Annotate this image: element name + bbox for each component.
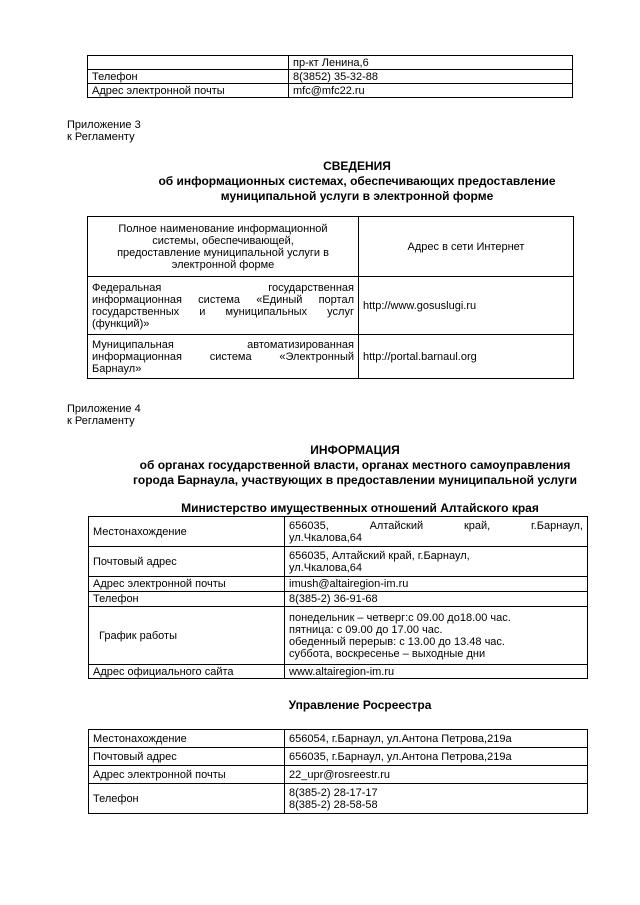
system-url-cell: http://www.gosuslugi.ru <box>359 277 574 335</box>
info-systems-table <box>87 216 574 379</box>
header-line: электронной форме <box>171 258 275 271</box>
text-line: 656035, Алтайский край, г.Барнаул, <box>289 549 470 562</box>
table-row <box>88 56 573 70</box>
value-cell: 656035, г.Барнаул, ул.Антона Петрова,219а <box>285 748 588 766</box>
text-line: пятница: с 09.00 до 17.00 час. <box>289 623 443 636</box>
section-subtitle: об органах государственной власти, органах местного самоуправления <box>139 458 571 472</box>
text-line: Муниципальная автоматизированная <box>92 338 354 351</box>
text-line: ул.Чкалова,64 <box>289 561 363 574</box>
table-row <box>89 517 588 547</box>
label-cell: Телефон <box>89 592 285 607</box>
appendix-4-title <box>60 443 640 488</box>
text-line: Федеральная государственная <box>92 281 354 294</box>
text-line: 656035, Алтайский край, г.Барнаул, <box>289 519 583 532</box>
value-cell: www.altairegion-im.ru <box>285 665 588 679</box>
text-line: Барнаул» <box>92 362 142 375</box>
appendix-3-label <box>67 119 141 143</box>
label-cell: Адрес электронной почты <box>89 766 285 784</box>
table-row <box>89 784 588 814</box>
section-title: ИНФОРМАЦИЯ <box>310 443 400 457</box>
value-cell: 22_upr@rosreestr.ru <box>285 766 588 784</box>
header-cell-url: Адрес в сети Интернет <box>359 217 574 277</box>
table-row <box>88 277 574 335</box>
value-cell <box>285 784 588 814</box>
label-cell: Телефон <box>89 784 285 814</box>
text-line: государственных и муниципальных услуг <box>92 305 354 318</box>
text-line: 8(385-2) 28-58-58 <box>289 798 378 811</box>
table-row <box>89 748 588 766</box>
label-cell: Местонахождение <box>89 730 285 748</box>
text-line: (функций)» <box>92 317 150 330</box>
label-cell: Адрес официального сайта <box>89 665 285 679</box>
system-url-cell: http://portal.barnaul.org <box>359 335 574 379</box>
table-cell <box>88 56 289 70</box>
value-cell: 656054, г.Барнаул, ул.Антона Петрова,219а <box>285 730 588 748</box>
table-row <box>89 665 588 679</box>
text-line: информационная система «Электронный <box>92 350 354 363</box>
ministry-heading: Министерство имущественных отношений Алтайского края <box>181 501 539 515</box>
table-cell: Телефон <box>88 70 289 84</box>
label-cell: Адрес электронной почты <box>89 577 285 592</box>
rosreestr-table <box>88 729 588 814</box>
mfc-contacts-table <box>87 55 573 98</box>
table-row <box>89 730 588 748</box>
label-cell: Почтовый адрес <box>89 547 285 577</box>
table-cell: пр-кт Ленина,6 <box>289 56 573 70</box>
table-row <box>89 607 588 665</box>
table-cell: Адрес электронной почты <box>88 84 289 98</box>
system-name-cell <box>88 335 359 379</box>
table-header-row <box>88 217 574 277</box>
value-cell <box>285 607 588 665</box>
appendix-3-title <box>87 159 627 204</box>
label-cell: Почтовый адрес <box>89 748 285 766</box>
label-cell: Местонахождение <box>89 517 285 547</box>
section-subtitle: об информационных системах, обеспечивающих предоставление <box>158 174 556 188</box>
table-row <box>88 84 573 98</box>
value-cell <box>285 547 588 577</box>
text-line: обеденный перерыв: с 13.00 до 13.48 час. <box>289 635 505 648</box>
appendix-reference: к Регламенту <box>67 415 135 427</box>
appendix-4-label <box>67 403 141 427</box>
value-cell <box>285 517 588 547</box>
rosreestr-heading: Управление Росреестра <box>288 698 432 712</box>
header-line: Полное наименование информационной <box>118 222 328 235</box>
value-cell: 8(385-2) 36-91-68 <box>285 592 588 607</box>
table-row <box>89 592 588 607</box>
label-cell: График работы <box>89 607 285 665</box>
text-line: понедельник – четверг:с 09.00 до18.00 час. <box>289 611 511 624</box>
text-line: 8(385-2) 28-17-17 <box>289 786 378 799</box>
table-cell: 8(3852) 35-32-88 <box>289 70 573 84</box>
table-row <box>88 70 573 84</box>
table-cell: mfc@mfc22.ru <box>289 84 573 98</box>
table-row <box>89 577 588 592</box>
appendix-reference: к Регламенту <box>67 131 135 143</box>
table-row <box>89 547 588 577</box>
section-title: СВЕДЕНИЯ <box>323 159 391 173</box>
ministry-table <box>88 516 588 679</box>
system-name-cell <box>88 277 359 335</box>
table-row <box>89 766 588 784</box>
appendix-number: Приложение 4 <box>67 403 141 415</box>
section-subtitle: муниципальной услуги в электронной форме <box>220 189 494 203</box>
section-subtitle: города Барнаула, участвующих в предоставлении муниципальной услуги <box>133 473 577 487</box>
header-cell-name <box>88 217 359 277</box>
text-line: ул.Чкалова,64 <box>289 531 363 544</box>
value-cell: imush@altairegion-im.ru <box>285 577 588 592</box>
table-row <box>88 335 574 379</box>
appendix-number: Приложение 3 <box>67 119 141 131</box>
header-line: системы, обеспечивающей, <box>152 234 294 247</box>
text-line: информационная система «Единый портал <box>92 293 354 306</box>
text-line: суббота, воскресенье – выходные дни <box>289 647 486 660</box>
header-line: предоставление муниципальной услуги в <box>117 246 329 259</box>
